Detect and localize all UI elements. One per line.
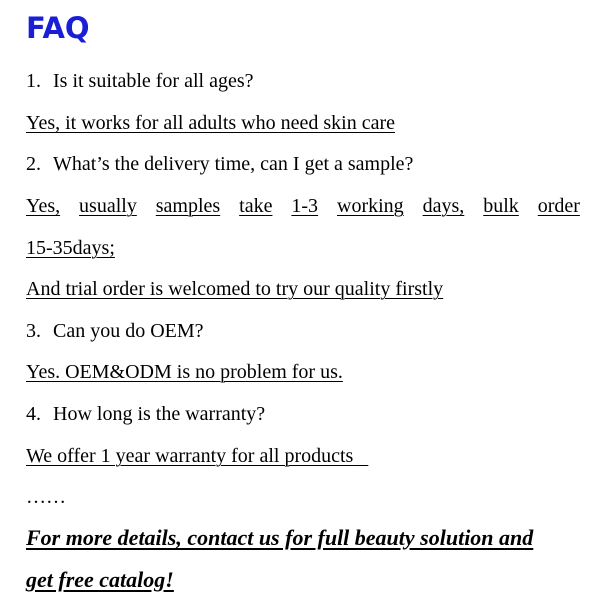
- justified-word: samples: [155, 195, 221, 217]
- faq-question-text: How long is the warranty?: [53, 403, 266, 425]
- justified-word: take: [239, 195, 273, 217]
- faq-question-text: What’s the delivery time, can I get a sample?: [53, 153, 414, 175]
- faq-answer-4-trailing-space: [353, 445, 368, 467]
- faq-question-number: 3.: [26, 320, 41, 342]
- faq-answer-1: Yes, it works for all adults who need skin care: [26, 112, 396, 134]
- justified-word: bulk: [483, 195, 519, 217]
- faq-answer-2-line-1: [26, 193, 580, 219]
- faq-question-4: [26, 401, 265, 427]
- cta-line-1: For more details, contact us for full beauty solution and: [26, 525, 534, 550]
- faq-question-2: [26, 151, 413, 177]
- cta-line-2: get free catalog!: [26, 567, 174, 592]
- justified-word: days,: [422, 195, 465, 217]
- faq-question-number: 2.: [26, 153, 41, 175]
- faq-answer-2-line-3: And trial order is welcomed to try our quality firstly: [26, 278, 444, 300]
- faq-answer-4-text: We offer 1 year warranty for all products: [26, 445, 354, 467]
- faq-answer-4: [26, 443, 368, 469]
- ellipsis-text: ……: [26, 486, 66, 508]
- faq-question-1: [26, 68, 254, 94]
- justified-word: Yes,: [26, 195, 61, 217]
- faq-question-text: Is it suitable for all ages?: [53, 70, 254, 92]
- faq-question-3: [26, 318, 204, 344]
- justified-word: order: [537, 195, 580, 217]
- faq-question-number: 1.: [26, 70, 41, 92]
- faq-answer-3: Yes. OEM&ODM is no problem for us.: [26, 361, 343, 383]
- faq-question-text: Can you do OEM?: [53, 320, 204, 342]
- faq-answer-2-line-2: 15-35days;: [26, 237, 115, 259]
- faq-question-number: 4.: [26, 403, 41, 425]
- justified-word: 1-3: [291, 195, 319, 217]
- justified-word: usually: [79, 195, 137, 217]
- page-title: FAQ: [26, 11, 90, 45]
- justified-word: working: [337, 195, 404, 217]
